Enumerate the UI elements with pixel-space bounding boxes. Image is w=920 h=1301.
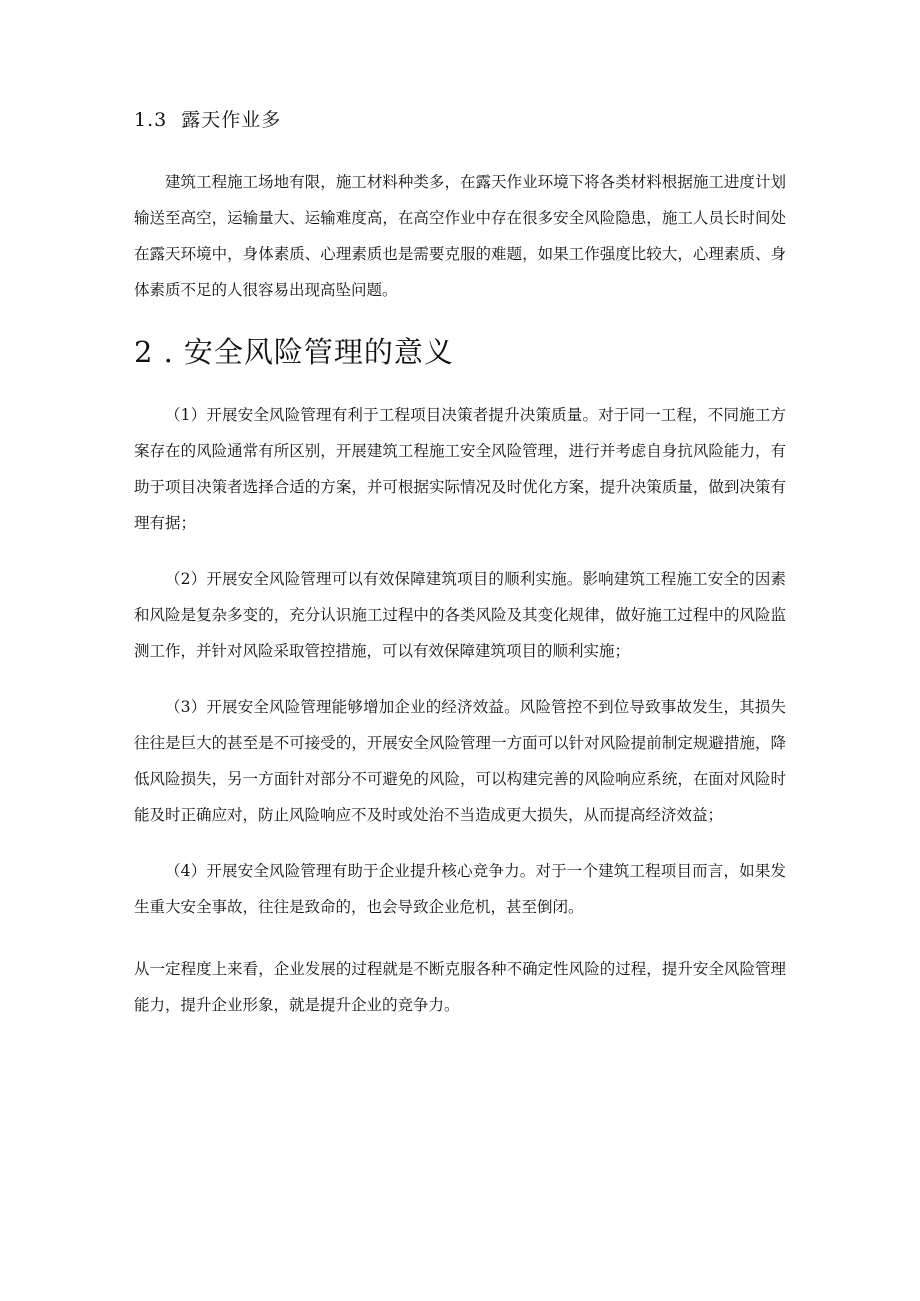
section-2-heading bbox=[134, 331, 454, 373]
section-2-title: 安全风险管理的意义 bbox=[183, 335, 454, 369]
significance-item-2: （2）开展安全风险管理可以有效保障建筑项目的顺利实施。影响建筑工程施工安全的因素和风险是复杂多变的，充分认识施工过程中的各类风险及其变化规律，做好施工过程中的风险监测工作，并针对风险采取管控措施，可以有效保障建筑项目的顺利实施； bbox=[134, 570, 786, 660]
section-1-3-heading bbox=[134, 106, 281, 134]
significance-item-4: （4）开展安全风险管理有助于企业提升核心竞争力。对于一个建筑工程项目而言，如果发生重大安全事故，往往是致命的，也会导致企业危机，甚至倒闭。 bbox=[134, 862, 786, 916]
significance-item-1: （1）开展安全风险管理有利于工程项目决策者提升决策质量。对于同一工程，不同施工方案存在的风险通常有所区别，开展建筑工程施工安全风险管理，进行并考虑自身抗风险能力，有助于项目决策者选择合适的方案，并可根据实际情况及时优化方案，提升决策质量，做到决策有理有据； bbox=[134, 406, 786, 532]
significance-item-3: （3）开展安全风险管理能够增加企业的经济效益。风险管控不到位导致事故发生，其损失往往是巨大的甚至是不可接受的，开展安全风险管理一方面可以针对风险提前制定规避措施，降低风险损失，另一方面针对部分不可避免的风险，可以构建完善的风险响应系统，在面对风险时能及时正确应对，防止风险响应不及时或处治不当造成更大损失，从而提高经济效益； bbox=[134, 698, 786, 824]
section-1-3-title: 露天作业多 bbox=[181, 109, 282, 131]
section-2-number: 2 . bbox=[134, 335, 174, 369]
section-2-conclusion: 从一定程度上来看，企业发展的过程就是不断克服各种不确定性风险的过程，提升安全风险管理能力，提升企业形象，就是提升企业的竞争力。 bbox=[134, 960, 786, 1014]
section-1-3-number: 1.3 bbox=[134, 109, 168, 131]
section-1-3-paragraph: 建筑工程施工场地有限，施工材料种类多，在露天作业环境下将各类材料根据施工进度计划输送至高空，运输量大、运输难度高，在高空作业中存在很多安全风险隐患，施工人员长时间处在露天环境中，身体素质、心理素质也是需要克服的难题，如果工作强度比较大，心理素质、身体素质不足的人很容易出现高坠问题。 bbox=[134, 173, 786, 299]
